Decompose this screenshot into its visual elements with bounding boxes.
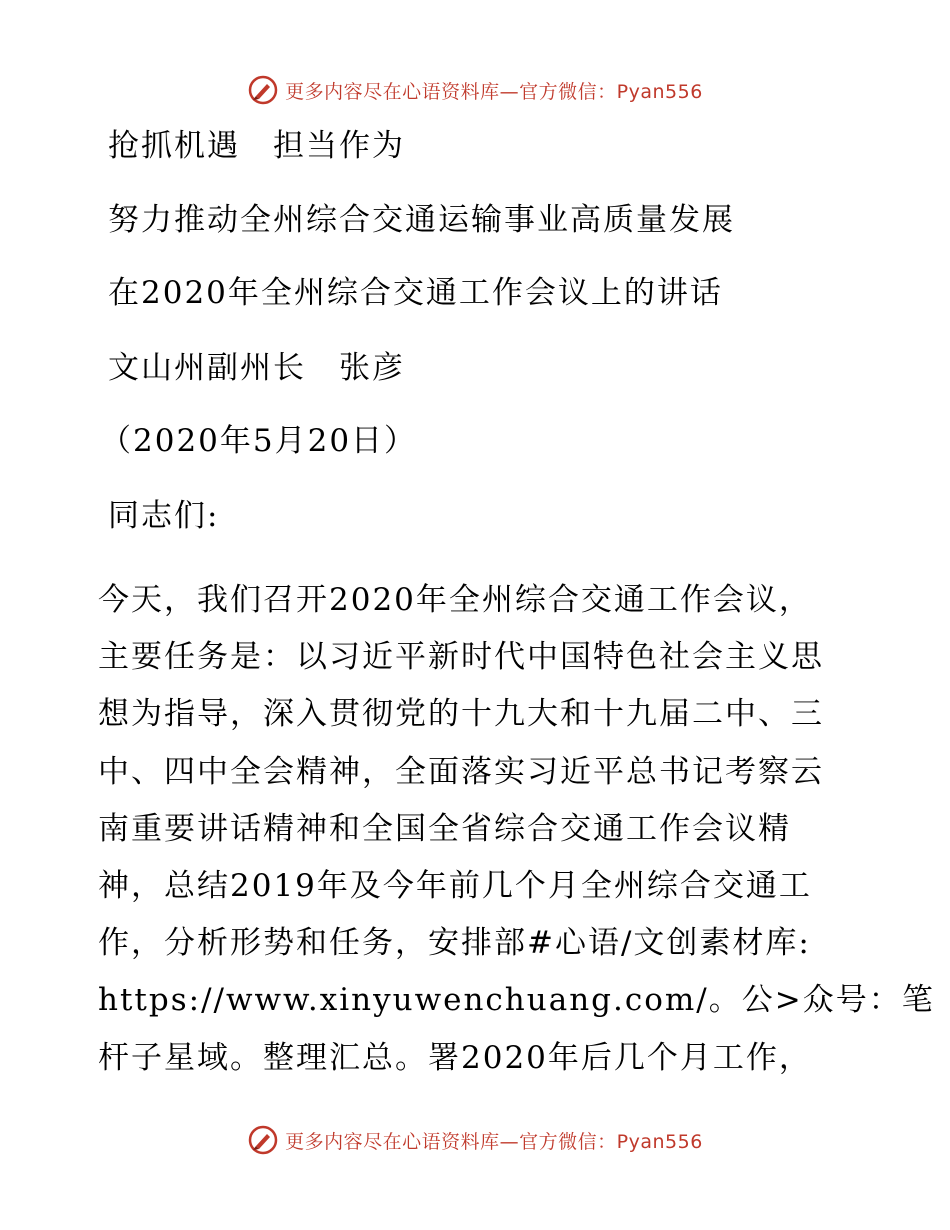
- quill-logo-icon: [247, 1124, 279, 1156]
- paragraph-line: 想为指导，深入贯彻党的十九大和十九届二中、三: [98, 696, 824, 733]
- paragraph-line: 中、四中全会精神，全面落实习近平总书记考察云: [98, 753, 824, 790]
- paragraph-line: 主要任务是：以习近平新时代中国特色社会主义思: [98, 639, 824, 676]
- header-watermark: [0, 70, 950, 110]
- paragraph-line: 神，总结2019年及今年前几个月全州综合交通工: [98, 868, 812, 905]
- paragraph-line: 作，分析形势和任务，安排部#心语/文创素材库:: [98, 925, 811, 962]
- watermark-text: 更多内容尽在心语资料库—官方微信：Pyan556: [285, 1130, 703, 1153]
- paragraph-line: 今天，我们召开2020年全州综合交通工作会议，: [98, 582, 812, 618]
- footer-watermark: [0, 1120, 950, 1160]
- salutation: 同志们:: [108, 498, 220, 534]
- quill-logo-icon: [247, 74, 279, 106]
- paragraph-line: https://www.xinyuwenchuang.com/。公>众号：笔: [98, 982, 935, 1019]
- paragraph-line: 杆子星域。整理汇总。署2020年后几个月工作，: [98, 1039, 812, 1076]
- title-line-1: 抢抓机遇 担当作为: [108, 128, 405, 164]
- subtitle: 在2020年全州综合交通工作会议上的讲话: [108, 275, 723, 311]
- date-line: （2020年5月20日）: [100, 423, 418, 459]
- paragraph-line: 南重要讲话精神和全国全省综合交通工作会议精: [98, 810, 791, 847]
- speaker-line: 文山州副州长 张彦: [108, 350, 405, 386]
- title-line-2: 努力推动全州综合交通运输事业高质量发展: [108, 202, 735, 238]
- watermark-text: 更多内容尽在心语资料库—官方微信：Pyan556: [285, 80, 703, 103]
- body-paragraph: [98, 572, 935, 1087]
